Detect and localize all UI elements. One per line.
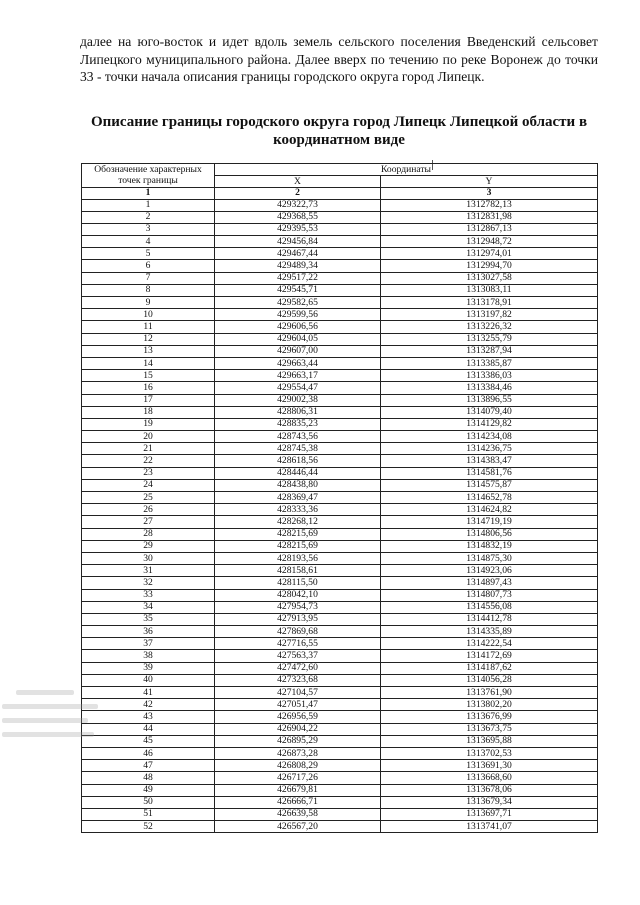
y-coordinate-cell: 1313741,07 — [381, 821, 598, 833]
y-coordinate-cell: 1314236,75 — [381, 443, 598, 455]
x-coordinate-cell: 427051,47 — [215, 699, 381, 711]
y-coordinate-cell: 1313027,58 — [381, 272, 598, 284]
point-number-cell: 20 — [82, 431, 215, 443]
y-coordinate-cell: 1313802,20 — [381, 699, 598, 711]
table-row — [82, 772, 598, 784]
point-number-cell: 35 — [82, 613, 215, 625]
table-row — [82, 211, 598, 223]
x-coordinate-cell: 426873,28 — [215, 747, 381, 759]
y-coordinate-cell: 1313197,82 — [381, 309, 598, 321]
y-coordinate-cell: 1314897,43 — [381, 577, 598, 589]
table-row — [82, 589, 598, 601]
x-coordinate-cell: 429395,53 — [215, 223, 381, 235]
y-coordinate-cell: 1314581,76 — [381, 467, 598, 479]
point-number-cell: 14 — [82, 357, 215, 369]
table-row — [82, 528, 598, 540]
point-number-cell: 36 — [82, 626, 215, 638]
point-number-cell: 26 — [82, 504, 215, 516]
y-coordinate-cell: 1313226,32 — [381, 321, 598, 333]
table-row — [82, 638, 598, 650]
point-number-cell: 12 — [82, 333, 215, 345]
x-coordinate-cell: 427869,68 — [215, 626, 381, 638]
y-coordinate-cell: 1313697,71 — [381, 808, 598, 820]
table-row — [82, 504, 598, 516]
table-row — [82, 687, 598, 699]
point-number-cell: 21 — [82, 443, 215, 455]
x-coordinate-cell: 428446,44 — [215, 467, 381, 479]
y-coordinate-cell: 1314187,62 — [381, 662, 598, 674]
point-number-cell: 28 — [82, 528, 215, 540]
x-coordinate-cell: 427954,73 — [215, 601, 381, 613]
x-coordinate-cell: 426717,26 — [215, 772, 381, 784]
column-number-3: 3 — [381, 188, 598, 200]
x-coordinate-cell: 427913,95 — [215, 613, 381, 625]
point-number-cell: 34 — [82, 601, 215, 613]
column-number-1: 1 — [82, 188, 215, 200]
point-number-cell: 44 — [82, 723, 215, 735]
point-number-cell: 6 — [82, 260, 215, 272]
x-coordinate-cell: 429489,34 — [215, 260, 381, 272]
y-coordinate-cell: 1314412,78 — [381, 613, 598, 625]
x-coordinate-cell: 426567,20 — [215, 821, 381, 833]
header-x-label: X — [215, 176, 381, 188]
x-coordinate-cell: 429368,55 — [215, 211, 381, 223]
y-coordinate-cell: 1313676,99 — [381, 711, 598, 723]
x-coordinate-cell: 428193,56 — [215, 552, 381, 564]
table-row — [82, 223, 598, 235]
x-coordinate-cell: 429604,05 — [215, 333, 381, 345]
point-number-cell: 33 — [82, 589, 215, 601]
table-row — [82, 443, 598, 455]
y-coordinate-cell: 1312994,70 — [381, 260, 598, 272]
y-coordinate-cell: 1313384,46 — [381, 382, 598, 394]
y-coordinate-cell: 1313386,03 — [381, 370, 598, 382]
y-coordinate-cell: 1314172,69 — [381, 650, 598, 662]
x-coordinate-cell: 428268,12 — [215, 516, 381, 528]
coordinates-table-body — [82, 164, 598, 833]
point-number-cell: 50 — [82, 796, 215, 808]
x-coordinate-cell: 427323,68 — [215, 674, 381, 686]
x-coordinate-cell: 429467,44 — [215, 248, 381, 260]
table-row — [82, 723, 598, 735]
faint-stamp-impression — [2, 690, 112, 772]
point-number-cell: 18 — [82, 406, 215, 418]
y-coordinate-cell: 1313702,53 — [381, 747, 598, 759]
x-coordinate-cell: 428158,61 — [215, 565, 381, 577]
header-coordinates-label: Координаты — [215, 164, 598, 176]
x-coordinate-cell: 427472,60 — [215, 662, 381, 674]
table-row — [82, 260, 598, 272]
point-number-cell: 10 — [82, 309, 215, 321]
x-coordinate-cell: 429322,73 — [215, 199, 381, 211]
coordinates-table — [81, 163, 598, 833]
x-coordinate-cell: 428215,69 — [215, 528, 381, 540]
point-number-cell: 7 — [82, 272, 215, 284]
y-coordinate-cell: 1314806,56 — [381, 528, 598, 540]
y-coordinate-cell: 1312782,13 — [381, 199, 598, 211]
y-coordinate-cell: 1312948,72 — [381, 236, 598, 248]
x-coordinate-cell: 429599,56 — [215, 309, 381, 321]
table-row — [82, 662, 598, 674]
x-coordinate-cell: 429582,65 — [215, 297, 381, 309]
y-coordinate-cell: 1313083,11 — [381, 284, 598, 296]
table-row — [82, 321, 598, 333]
x-coordinate-cell: 429002,38 — [215, 394, 381, 406]
table-header-row — [82, 164, 598, 176]
y-coordinate-cell: 1314923,06 — [381, 565, 598, 577]
x-coordinate-cell: 428743,56 — [215, 431, 381, 443]
table-row — [82, 760, 598, 772]
point-number-cell: 15 — [82, 370, 215, 382]
x-coordinate-cell: 429607,00 — [215, 345, 381, 357]
point-number-cell: 11 — [82, 321, 215, 333]
table-row — [82, 650, 598, 662]
y-coordinate-cell: 1313695,88 — [381, 735, 598, 747]
point-number-cell: 47 — [82, 760, 215, 772]
table-row — [82, 552, 598, 564]
table-row — [82, 516, 598, 528]
intro-paragraph: далее на юго-восток и идет вдоль земель сельского поселения Введенский сельсовет Липецкого муниципального района. Далее вверх по течению по реке Воронеж до точки 33 - точки начала описания границы городского округа город Липецк. — [80, 34, 598, 85]
x-coordinate-cell: 429517,22 — [215, 272, 381, 284]
table-row — [82, 284, 598, 296]
y-coordinate-cell: 1313678,06 — [381, 784, 598, 796]
table-row — [82, 577, 598, 589]
y-coordinate-cell: 1312867,13 — [381, 223, 598, 235]
point-number-cell: 25 — [82, 492, 215, 504]
x-coordinate-cell: 427104,57 — [215, 687, 381, 699]
table-row — [82, 492, 598, 504]
header-y-label: Y — [381, 176, 598, 188]
point-number-cell: 29 — [82, 540, 215, 552]
point-number-cell: 23 — [82, 467, 215, 479]
x-coordinate-cell: 426666,71 — [215, 796, 381, 808]
x-coordinate-cell: 428806,31 — [215, 406, 381, 418]
y-coordinate-cell: 1314807,73 — [381, 589, 598, 601]
table-row — [82, 796, 598, 808]
x-coordinate-cell: 426639,58 — [215, 808, 381, 820]
point-number-cell: 24 — [82, 479, 215, 491]
point-number-cell: 31 — [82, 565, 215, 577]
point-number-cell: 27 — [82, 516, 215, 528]
y-coordinate-cell: 1313668,60 — [381, 772, 598, 784]
x-coordinate-cell: 428215,69 — [215, 540, 381, 552]
point-number-cell: 43 — [82, 711, 215, 723]
point-number-cell: 16 — [82, 382, 215, 394]
point-number-cell: 52 — [82, 821, 215, 833]
x-coordinate-cell: 427563,37 — [215, 650, 381, 662]
table-row — [82, 540, 598, 552]
x-coordinate-cell: 428042,10 — [215, 589, 381, 601]
point-number-cell: 38 — [82, 650, 215, 662]
point-number-cell: 49 — [82, 784, 215, 796]
point-number-cell: 19 — [82, 418, 215, 430]
point-number-cell: 4 — [82, 236, 215, 248]
table-row — [82, 248, 598, 260]
x-coordinate-cell: 426679,81 — [215, 784, 381, 796]
point-number-cell: 8 — [82, 284, 215, 296]
table-row — [82, 370, 598, 382]
table-column-number-row — [82, 188, 598, 200]
table-row — [82, 333, 598, 345]
table-row — [82, 357, 598, 369]
table-row — [82, 297, 598, 309]
table-row — [82, 394, 598, 406]
y-coordinate-cell: 1313287,94 — [381, 345, 598, 357]
point-number-cell: 13 — [82, 345, 215, 357]
y-coordinate-cell: 1312974,01 — [381, 248, 598, 260]
table-row — [82, 821, 598, 833]
table-row — [82, 784, 598, 796]
x-coordinate-cell: 429663,44 — [215, 357, 381, 369]
point-number-cell: 1 — [82, 199, 215, 211]
y-coordinate-cell: 1314624,82 — [381, 504, 598, 516]
x-coordinate-cell: 428438,80 — [215, 479, 381, 491]
table-row — [82, 199, 598, 211]
point-number-cell: 45 — [82, 735, 215, 747]
y-coordinate-cell: 1313691,30 — [381, 760, 598, 772]
table-row — [82, 418, 598, 430]
table-row — [82, 455, 598, 467]
table-row — [82, 613, 598, 625]
header-point-label: Обозначение характерных точек границы — [82, 164, 215, 188]
x-coordinate-cell: 428745,38 — [215, 443, 381, 455]
section-title: Описание границы городского округа город Липецк Липецкой области в координатном виде — [90, 114, 588, 148]
table-row — [82, 601, 598, 613]
table-row — [82, 431, 598, 443]
point-number-cell: 22 — [82, 455, 215, 467]
y-coordinate-cell: 1313679,34 — [381, 796, 598, 808]
point-number-cell: 9 — [82, 297, 215, 309]
table-row — [82, 309, 598, 321]
point-number-cell: 41 — [82, 687, 215, 699]
point-number-cell: 5 — [82, 248, 215, 260]
y-coordinate-cell: 1314832,19 — [381, 540, 598, 552]
table-row — [82, 236, 598, 248]
table-row — [82, 272, 598, 284]
y-coordinate-cell: 1312831,98 — [381, 211, 598, 223]
point-number-cell: 37 — [82, 638, 215, 650]
x-coordinate-cell: 428369,47 — [215, 492, 381, 504]
point-number-cell: 39 — [82, 662, 215, 674]
x-coordinate-cell: 428618,56 — [215, 455, 381, 467]
x-coordinate-cell: 428835,23 — [215, 418, 381, 430]
table-row — [82, 345, 598, 357]
x-coordinate-cell: 429456,84 — [215, 236, 381, 248]
column-number-2: 2 — [215, 188, 381, 200]
table-row — [82, 808, 598, 820]
table-row — [82, 711, 598, 723]
y-coordinate-cell: 1314652,78 — [381, 492, 598, 504]
y-coordinate-cell: 1314719,19 — [381, 516, 598, 528]
x-coordinate-cell: 429554,47 — [215, 382, 381, 394]
table-row — [82, 565, 598, 577]
point-number-cell: 51 — [82, 808, 215, 820]
point-number-cell: 48 — [82, 772, 215, 784]
table-row — [82, 479, 598, 491]
y-coordinate-cell: 1314575,87 — [381, 479, 598, 491]
x-coordinate-cell: 429545,71 — [215, 284, 381, 296]
table-row — [82, 699, 598, 711]
x-coordinate-cell: 426904,22 — [215, 723, 381, 735]
y-coordinate-cell: 1314383,47 — [381, 455, 598, 467]
point-number-cell: 42 — [82, 699, 215, 711]
y-coordinate-cell: 1313896,55 — [381, 394, 598, 406]
table-row — [82, 382, 598, 394]
y-coordinate-cell: 1313673,75 — [381, 723, 598, 735]
y-coordinate-cell: 1314875,30 — [381, 552, 598, 564]
point-number-cell: 17 — [82, 394, 215, 406]
y-coordinate-cell: 1314079,40 — [381, 406, 598, 418]
x-coordinate-cell: 426956,59 — [215, 711, 381, 723]
y-coordinate-cell: 1313255,79 — [381, 333, 598, 345]
y-coordinate-cell: 1314222,54 — [381, 638, 598, 650]
table-row — [82, 747, 598, 759]
y-coordinate-cell: 1314556,08 — [381, 601, 598, 613]
y-coordinate-cell: 1314129,82 — [381, 418, 598, 430]
y-coordinate-cell: 1313761,90 — [381, 687, 598, 699]
y-coordinate-cell: 1313385,87 — [381, 357, 598, 369]
x-coordinate-cell: 426808,29 — [215, 760, 381, 772]
y-coordinate-cell: 1314234,08 — [381, 431, 598, 443]
point-number-cell: 40 — [82, 674, 215, 686]
point-number-cell: 3 — [82, 223, 215, 235]
x-coordinate-cell: 428115,50 — [215, 577, 381, 589]
y-coordinate-cell: 1313178,91 — [381, 297, 598, 309]
table-row — [82, 735, 598, 747]
table-row — [82, 626, 598, 638]
y-coordinate-cell: 1314335,89 — [381, 626, 598, 638]
y-coordinate-cell: 1314056,28 — [381, 674, 598, 686]
point-number-cell: 2 — [82, 211, 215, 223]
x-coordinate-cell: 426895,29 — [215, 735, 381, 747]
point-number-cell: 46 — [82, 747, 215, 759]
table-row — [82, 674, 598, 686]
table-row — [82, 467, 598, 479]
x-coordinate-cell: 429663,17 — [215, 370, 381, 382]
table-row — [82, 406, 598, 418]
point-number-cell: 30 — [82, 552, 215, 564]
point-number-cell: 32 — [82, 577, 215, 589]
x-coordinate-cell: 428333,36 — [215, 504, 381, 516]
x-coordinate-cell: 427716,55 — [215, 638, 381, 650]
x-coordinate-cell: 429606,56 — [215, 321, 381, 333]
